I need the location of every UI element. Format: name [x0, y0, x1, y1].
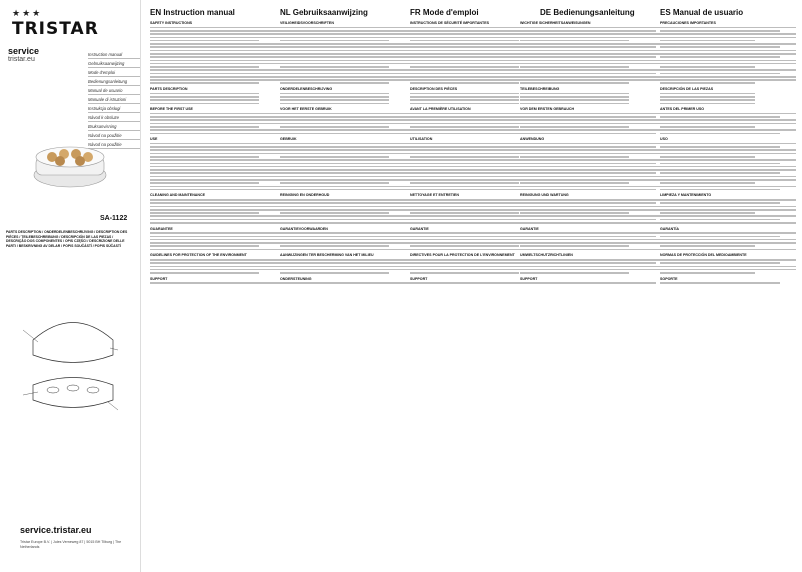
footer-service-url[interactable]: service.tristar.eu	[20, 525, 92, 535]
section-heading: ANWENDUNG	[520, 137, 545, 142]
section-heading: SAFETY INSTRUCTIONS	[150, 21, 193, 25]
service-block	[8, 46, 66, 76]
manual-item: Bruksanvisning	[88, 122, 140, 131]
manual-item: Bedienungsanleitung	[88, 77, 140, 86]
service-site: tristar.eu	[8, 56, 35, 63]
section-heading: NORMAS DE PROTECCIÓN DEL MEDIOAMBIENTE	[660, 253, 747, 258]
cupcake-maker-product-image	[30, 135, 110, 191]
column-title: DE Bedienungsanleitung	[540, 8, 635, 17]
section-heading: BEFORE THE FIRST USE	[150, 107, 193, 112]
section-heading: TEILEBESCHREIBUNG	[520, 87, 560, 92]
section-heading: PARTS DESCRIPTION	[150, 87, 188, 92]
logo-stars: ★★★	[12, 8, 43, 18]
section-heading: REINIGUNG UND WARTUNG	[520, 193, 569, 198]
tristar-logo	[12, 8, 99, 39]
manual-item: Manual de usuario	[88, 86, 140, 95]
section-heading: DESCRIPTION DES PIÈCES	[410, 87, 458, 92]
section-heading: DESCRIPCIÓN DE LAS PIEZAS	[660, 87, 714, 92]
section-heading: GARANTIEVOORWAARDEN	[280, 226, 328, 231]
section-heading: SUPPORT	[520, 276, 538, 281]
manual-item: Manuale di istruzioni	[88, 95, 140, 104]
section-heading: USE	[150, 137, 158, 142]
column-title: EN Instruction manual	[150, 8, 235, 17]
column-title: ES Manual de usuario	[660, 8, 744, 17]
section-heading: NETTOYAGE ET ENTRETIEN	[410, 193, 459, 198]
manual-item: Mode d'emploi	[88, 68, 140, 77]
section-heading: UMWELTSCHUTZRICHTLINIEN	[520, 253, 573, 258]
section-heading: AVANT LA PREMIÈRE UTILISATION	[410, 107, 471, 112]
parts-diagram	[18, 300, 128, 440]
section-heading: SUPPORT	[410, 276, 428, 281]
cover-sidebar	[0, 0, 141, 572]
section-heading: USO	[660, 137, 668, 142]
section-heading: DIRECTIVES POUR LA PROTECTION DE L'ENVIRONNEMENT	[410, 253, 515, 258]
section-heading: UTILISATION	[410, 137, 433, 142]
column-title: FR Mode d'emploi	[410, 8, 479, 17]
section-heading: GUIDELINES FOR PROTECTION OF THE ENVIRONMENT	[150, 253, 247, 258]
section-heading: GARANTÍA	[660, 226, 679, 231]
section-heading: PRECAUCIONES IMPORTANTES	[660, 21, 716, 25]
section-heading: WICHTIGE SICHERHEITSANWEISUNGEN	[520, 21, 591, 25]
footer-address: Tristar Europe B.V. | Jules Verneweg 87 | 5015 BH Tilburg | The Netherlands	[20, 540, 122, 549]
section-heading: ONDERDELENBESCHRIJVING	[280, 87, 333, 92]
section-heading: INSTRUCTIONS DE SÉCURITÉ IMPORTANTES	[410, 21, 489, 25]
section-heading: GUARANTEE	[150, 226, 173, 231]
section-heading: GEBRUIK	[280, 137, 297, 142]
column-de	[520, 8, 675, 564]
section-heading: SUPPORT	[150, 276, 168, 281]
manual-item: Návod k obsluze	[88, 113, 140, 122]
manual-item: Instrukcja obsługi	[88, 104, 140, 113]
section-heading: GARANTIE	[410, 226, 429, 231]
section-heading: CLEANING AND MAINTENANCE	[150, 193, 205, 198]
section-heading: REINIGING EN ONDERHOUD	[280, 193, 330, 198]
manual-item: Gebruiksaanwijzing	[88, 59, 140, 68]
column-es	[660, 8, 796, 564]
brand-name: TRISTAR	[12, 19, 99, 39]
parts-description-header: PARTS DESCRIPTION / ONDERDELENBESCHRIJVING / DESCRIPTION DES PIÈCES / TEILEBESCHREIBUNG / DESCRIPCIÓN DE LAS PIEZAS / DESCRIÇÃO DOS COMPONENTES / OPIS CZĘŚCI / DESCRIZIONE DELLE PARTI / BESKRIVNING AV DELAR / POPIS SOUČÁSTÍ / POPIS SÚČASTÍ	[6, 230, 128, 248]
section-heading: ONDERSTEUNING	[280, 276, 312, 281]
section-heading: VOOR HET EERSTE GEBRUIK	[280, 107, 332, 112]
model-number: SA-1122	[100, 215, 128, 222]
manual-item: Návod na použitie	[88, 140, 140, 149]
section-heading: SOPORTE	[660, 276, 678, 281]
section-heading: VOR DEM ERSTEN GEBRAUCH	[520, 107, 575, 112]
column-title: NL Gebruiksaanwijzing	[280, 8, 368, 17]
manual-item: Návod na použitie	[88, 131, 140, 140]
section-heading: ANTES DEL PRIMER USO	[660, 107, 705, 112]
section-heading: AANWIJZINGEN TER BESCHERMING VAN HET MILIEU	[280, 253, 374, 258]
section-heading: VEILIGHEIDSVOORSCHRIFTEN	[280, 21, 334, 25]
service-label: service	[8, 46, 40, 56]
section-heading: LIMPIEZA Y MANTENIMIENTO	[660, 193, 712, 198]
section-heading: GARANTIE	[520, 226, 539, 231]
manual-item: Instruction manual	[88, 50, 140, 59]
